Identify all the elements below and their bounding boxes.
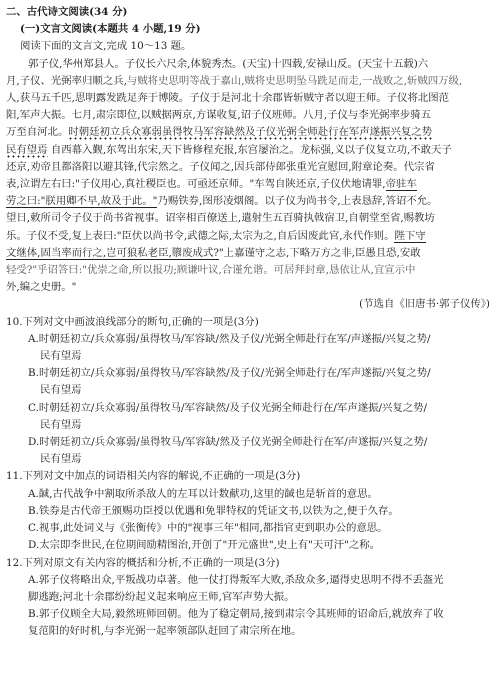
option-a[interactable]: A.馘,古代战争中割取所杀敌人的左耳以计数献功,这里的馘也是斩首的意思。	[28, 487, 378, 500]
passage-line: 劳之曰:"朕用卿不早,故及于此。"乃赐铁券,图形凌烟阁。以子仪为尚书令,上表恳辞,答诏不允。	[6, 195, 438, 208]
option-b[interactable]: B.铁券是古代帝王颁赐功臣授以优遇和免罪特权的凭证文书,以铁为之,便于久存。	[28, 504, 399, 517]
option-b-cont: 民有望焉	[40, 384, 82, 397]
underlined-text: 帝驻车	[385, 178, 417, 191]
passage-line: 阳,军声大振。七月,肃宗即位,以贼据两京,方谋收复,诏子仪班师。八月,子仪与李光弼率步骑五	[6, 109, 432, 122]
question-stem: 11.下列对文中加点的词语相关内容的解说,不正确的一项是(3分)	[6, 470, 301, 483]
section-heading: 二、古代诗文阅读(34 分)	[6, 6, 128, 18]
option-b[interactable]: B.郭子仪顾全大局,毅然班师回朝。他为了稳定朝局,接到肃宗令其班师的诏命后,就放弃了收	[28, 608, 444, 621]
passage-line: 人,获马五千匹,思明露发跣足奔于博陵。子仪于是河北十余郡皆斩贼守者以迎王师。子仪将北图范	[6, 92, 450, 105]
option-a[interactable]: A.郭子仪将略出众,平叛战功卓著。他一仗打得叛军大败,杀敌众多,逼得史思明不得不丢盔光	[28, 573, 444, 586]
question-11	[6, 468, 494, 554]
option-a-cont: 脚逃跑;河北十余郡纷纷起义起来响应王师,官军声势大振。	[28, 590, 295, 603]
passage-line: 望日,敕所司令子仪于尚书省视事。诏宰相百僚送上,遣射生五百骑执戟宿卫,自朝堂至省,赐教坊	[6, 212, 435, 225]
underlined-text: 文继体,固当率而行之,岂可狼私老臣,隳废成式?	[6, 246, 219, 259]
question-12	[6, 555, 494, 641]
question-10	[6, 314, 494, 469]
option-d-cont: 民有望焉	[40, 453, 82, 466]
option-a[interactable]: A.时朝廷初立/兵众寡弱/虽得牧马/军容缺/然及子仪/光弼全师赴行在军/声遂振/兴复之势/	[28, 332, 431, 345]
instruction-text: 阅读下面的文言文,完成 10～13 题。	[20, 40, 192, 53]
subsection-heading: (一)文言文阅读(本题共 4 小题,19 分)	[20, 23, 201, 36]
passage-line: 文继体,固当率而行之,岂可狼私老臣,隳废成式?"上嘉谨守之志,下略万方之非,臣愚且恐,安敢	[6, 246, 421, 259]
underlined-text: 劳之曰:"朕用卿不早,故及于此。"	[6, 195, 158, 208]
passage-line: 月,子仪、光弼率归顺之兵,与贼将史思明等战于嘉山,贼将史思明坠马跣足而走,一战败之,斩贼四万级,	[6, 74, 463, 87]
question-stem: 10.下列对文中画波浪线部分的断句,正确的一项是(3分)	[6, 315, 259, 328]
wavy-underline-text: 时朝廷初立兵众寡弱虽得牧马军容缺然及子仪光弼全师赴行在军声遂振兴复之势	[68, 126, 433, 139]
passage-line: 民有望焉 自西幕入觐,东驾出东宋,天下皆修程充报,东宫屡治之。龙标强,义以子仪复立功,不敢天子	[6, 143, 452, 156]
passage-line: 万至自河北。时朝廷初立兵众寡弱虽得牧马军容缺然及子仪光弼全师赴行在军声遂振兴复之势	[6, 126, 433, 139]
option-d[interactable]: D.太宗即李世民,在位期间励精图治,开创了"开元盛世",史上有"天可汗"之称。	[28, 539, 381, 552]
question-stem: 12.下列对原文有关内容的概括和分析,不正确的一项是(3分)	[6, 556, 280, 569]
passage-line: 表,泣谓左右曰:"子仪用心,真社稷臣也。可亟还京师。"车驾自陕还京,子仪伏地请罪,帝驻车	[6, 178, 417, 191]
option-b[interactable]: B.时朝廷初立/兵众寡弱/虽得牧马/军容缺然/及子仪/光弼全师赴行在/军声遂振/兴复之势/	[28, 367, 431, 380]
option-c-cont: 民有望焉	[40, 418, 82, 431]
passage-line: 外,编之史册。"	[6, 281, 77, 294]
passage-line: 还京,劝帝且都洛阳以避其锋,代宗然之。子仪闻之,因兵部侍郎张重光宣慰回,附章论奏。代宗省	[6, 160, 435, 173]
wavy-underline-text: 民有望焉	[6, 143, 48, 156]
passage-line: 轻受?"乎诏答曰:"优崇之命,所以报功;顾谦叶议,合谨允谐。可居拜封章,恳依让从,宜宣示中	[6, 264, 416, 277]
option-b-cont: 复范阳的好时机,与李光弼一起率领部队赶回了肃宗所在地。	[28, 625, 302, 638]
option-d[interactable]: D.时朝廷初立/兵众寡弱/虽得牧马/军容缺/然及子仪光弼全师赴行在军/声遂振/兴复之势/	[28, 436, 428, 449]
passage-line: 郭子仪,华州郑县人。子仪长六尺余,体貌秀杰。(天宝)十四载,安禄山反。(天宝十五载)六	[28, 57, 429, 70]
passage	[6, 56, 494, 314]
option-a-cont: 民有望焉	[40, 350, 82, 363]
option-c[interactable]: C.视事,此处词义与《张衡传》中的"视事三年"相同,都指官吏到职办公的意思。	[28, 522, 388, 535]
underlined-text: 陛下守	[394, 229, 426, 242]
option-c[interactable]: C.时朝廷初立/兵众寡弱/虽得牧马/军容缺然/及子仪光弼全师赴行在/军声遂振/兴复之势/	[28, 401, 428, 414]
passage-source: (节选自《旧唐书·郭子仪传》)	[359, 298, 490, 311]
passage-line: 乐。子仪不受,复上表曰:"臣伏以尚书令,武德之际,太宗为之,自后因废此官,永代作则。陛下守	[6, 229, 426, 242]
